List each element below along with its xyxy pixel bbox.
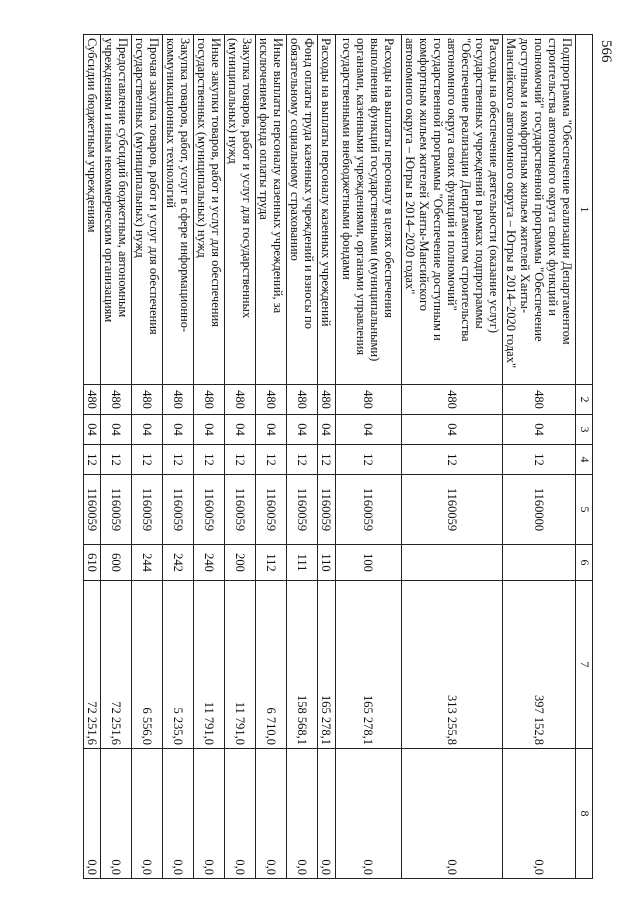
table-row [318, 35, 336, 879]
subsection-cell: 12 [287, 445, 318, 475]
amount2-cell: 0,0 [287, 749, 318, 879]
row-name-cell: Расходы на обеспечение деятельности (оказание услуг) государственных учреждений в рамках подпрограммы "Обеспечение реализации Департаментом строительства автономного округа своих функций и полномочий" государственной программы "Обеспечение доступным и комфортным жильем жителей Ханты-Мансийского автономного округа – Югры в 2014–2020 годах" [402, 35, 503, 385]
subsection-cell: 12 [256, 445, 287, 475]
target-article-cell: 1160059 [194, 475, 225, 545]
expense-type-cell: 240 [194, 545, 225, 581]
amount2-cell: 0,0 [256, 749, 287, 879]
header-cell: 2 [576, 385, 593, 415]
amount-cell: 6 710,0 [256, 581, 287, 749]
row-name-cell: Закупка товаров, работ и услуг для государственных (муниципальных) нужд [225, 35, 256, 385]
header-cell: 8 [576, 749, 593, 879]
header-cell: 4 [576, 445, 593, 475]
row-name-cell: Прочая закупка товаров, работ и услуг для обеспечения государственных (муниципальных) нужд [132, 35, 163, 385]
amount-cell: 165 278,1 [318, 581, 336, 749]
amount-cell: 6 556,0 [132, 581, 163, 749]
amount-cell: 72 251,6 [84, 581, 101, 749]
expense-type-cell: 200 [225, 545, 256, 581]
header-cell: 3 [576, 415, 593, 445]
table-row [194, 35, 225, 879]
expense-type-cell: 110 [318, 545, 336, 581]
expense-type-cell: 600 [101, 545, 132, 581]
admin-code-cell: 480 [503, 385, 576, 415]
amount2-cell: 0,0 [163, 749, 194, 879]
subsection-cell: 12 [163, 445, 194, 475]
section-cell: 04 [503, 415, 576, 445]
table-row [132, 35, 163, 879]
header-row [576, 35, 593, 879]
section-cell: 04 [287, 415, 318, 445]
section-cell: 04 [402, 415, 503, 445]
rotated-table-container [85, 34, 593, 878]
budget-table [83, 34, 593, 879]
target-article-cell: 1160000 [503, 475, 576, 545]
subsection-cell: 12 [101, 445, 132, 475]
subsection-cell: 12 [84, 445, 101, 475]
table-row [84, 35, 101, 879]
section-cell: 04 [225, 415, 256, 445]
admin-code-cell: 480 [225, 385, 256, 415]
row-name-cell: Закупка товаров, работ, услуг в сфере информационно-коммуникационных технологий [163, 35, 194, 385]
subsection-cell: 12 [402, 445, 503, 475]
amount-cell: 397 152,8 [503, 581, 576, 749]
expense-type-cell: 112 [256, 545, 287, 581]
amount-cell: 313 255,8 [402, 581, 503, 749]
amount2-cell: 0,0 [318, 749, 336, 879]
expense-type-cell: 244 [132, 545, 163, 581]
expense-type-cell: 100 [336, 545, 402, 581]
section-cell: 04 [194, 415, 225, 445]
admin-code-cell: 480 [402, 385, 503, 415]
amount2-cell: 0,0 [101, 749, 132, 879]
row-name-cell: Расходы на выплаты персоналу казенных учреждений [318, 35, 336, 385]
amount2-cell: 0,0 [194, 749, 225, 879]
amount-cell: 11 791,0 [194, 581, 225, 749]
admin-code-cell: 480 [318, 385, 336, 415]
subsection-cell: 12 [318, 445, 336, 475]
table-row [256, 35, 287, 879]
table-row [336, 35, 402, 879]
expense-type-cell: 242 [163, 545, 194, 581]
header-cell: 6 [576, 545, 593, 581]
subsection-cell: 12 [503, 445, 576, 475]
row-name-cell: Субсидии бюджетным учреждениям [84, 35, 101, 385]
amount2-cell: 0,0 [503, 749, 576, 879]
amount2-cell: 0,0 [225, 749, 256, 879]
row-name-cell: Фонд оплаты труда казенных учреждений и взносы по обязательному социальному страхованию [287, 35, 318, 385]
amount2-cell: 0,0 [132, 749, 163, 879]
header-cell: 7 [576, 581, 593, 749]
expense-type-cell: 111 [287, 545, 318, 581]
admin-code-cell: 480 [194, 385, 225, 415]
expense-type-cell: 610 [84, 545, 101, 581]
target-article-cell: 1160059 [256, 475, 287, 545]
subsection-cell: 12 [225, 445, 256, 475]
table-row [225, 35, 256, 879]
subsection-cell: 12 [336, 445, 402, 475]
admin-code-cell: 480 [336, 385, 402, 415]
amount-cell: 165 278,1 [336, 581, 402, 749]
subsection-cell: 12 [194, 445, 225, 475]
table-row [101, 35, 132, 879]
table-row [503, 35, 576, 879]
section-cell: 04 [101, 415, 132, 445]
section-cell: 04 [163, 415, 194, 445]
page-number: 566 [598, 40, 614, 63]
admin-code-cell: 480 [101, 385, 132, 415]
target-article-cell: 1160059 [225, 475, 256, 545]
amount-cell: 72 251,6 [101, 581, 132, 749]
admin-code-cell: 480 [256, 385, 287, 415]
section-cell: 04 [256, 415, 287, 445]
amount-cell: 158 568,1 [287, 581, 318, 749]
amount2-cell: 0,0 [402, 749, 503, 879]
admin-code-cell: 480 [287, 385, 318, 415]
row-name-cell: Расходы на выплаты персоналу в целях обеспечения выполнения функций государственными (муниципальными) органами, казенными учреждениями, органами управления государственными внебюджетными фондами [336, 35, 402, 385]
expense-type-cell [402, 545, 503, 581]
section-cell: 04 [84, 415, 101, 445]
target-article-cell: 1160059 [336, 475, 402, 545]
table-row [287, 35, 318, 879]
target-article-cell: 1160059 [132, 475, 163, 545]
target-article-cell: 1160059 [402, 475, 503, 545]
amount-cell: 11 791,0 [225, 581, 256, 749]
header-cell: 1 [576, 35, 593, 385]
target-article-cell: 1160059 [84, 475, 101, 545]
row-name-cell: Иные выплаты персоналу казенных учреждений, за исключением фонда оплаты труда [256, 35, 287, 385]
row-name-cell: Подпрограмма "Обеспечение реализации Департаментом строительства автономного округа своих функций и полномочий" государственной программы "Обеспечение доступным и комфортным жильем жителей Ханты-Мансийского автономного округа – Югры в 2014–2020 годах" [503, 35, 576, 385]
admin-code-cell: 480 [132, 385, 163, 415]
section-cell: 04 [132, 415, 163, 445]
admin-code-cell: 480 [163, 385, 194, 415]
section-cell: 04 [336, 415, 402, 445]
header-cell: 5 [576, 475, 593, 545]
target-article-cell: 1160059 [163, 475, 194, 545]
table-row [163, 35, 194, 879]
target-article-cell: 1160059 [287, 475, 318, 545]
table-row [402, 35, 503, 879]
row-name-cell: Предоставление субсидий бюджетным, автономным учреждениям и иным некоммерческим организациям [101, 35, 132, 385]
target-article-cell: 1160059 [101, 475, 132, 545]
amount2-cell: 0,0 [336, 749, 402, 879]
expense-type-cell [503, 545, 576, 581]
amount2-cell: 0,0 [84, 749, 101, 879]
row-name-cell: Иные закупки товаров, работ и услуг для обеспечения государственных (муниципальных) нужд [194, 35, 225, 385]
amount-cell: 5 235,0 [163, 581, 194, 749]
subsection-cell: 12 [132, 445, 163, 475]
target-article-cell: 1160059 [318, 475, 336, 545]
section-cell: 04 [318, 415, 336, 445]
admin-code-cell: 480 [84, 385, 101, 415]
